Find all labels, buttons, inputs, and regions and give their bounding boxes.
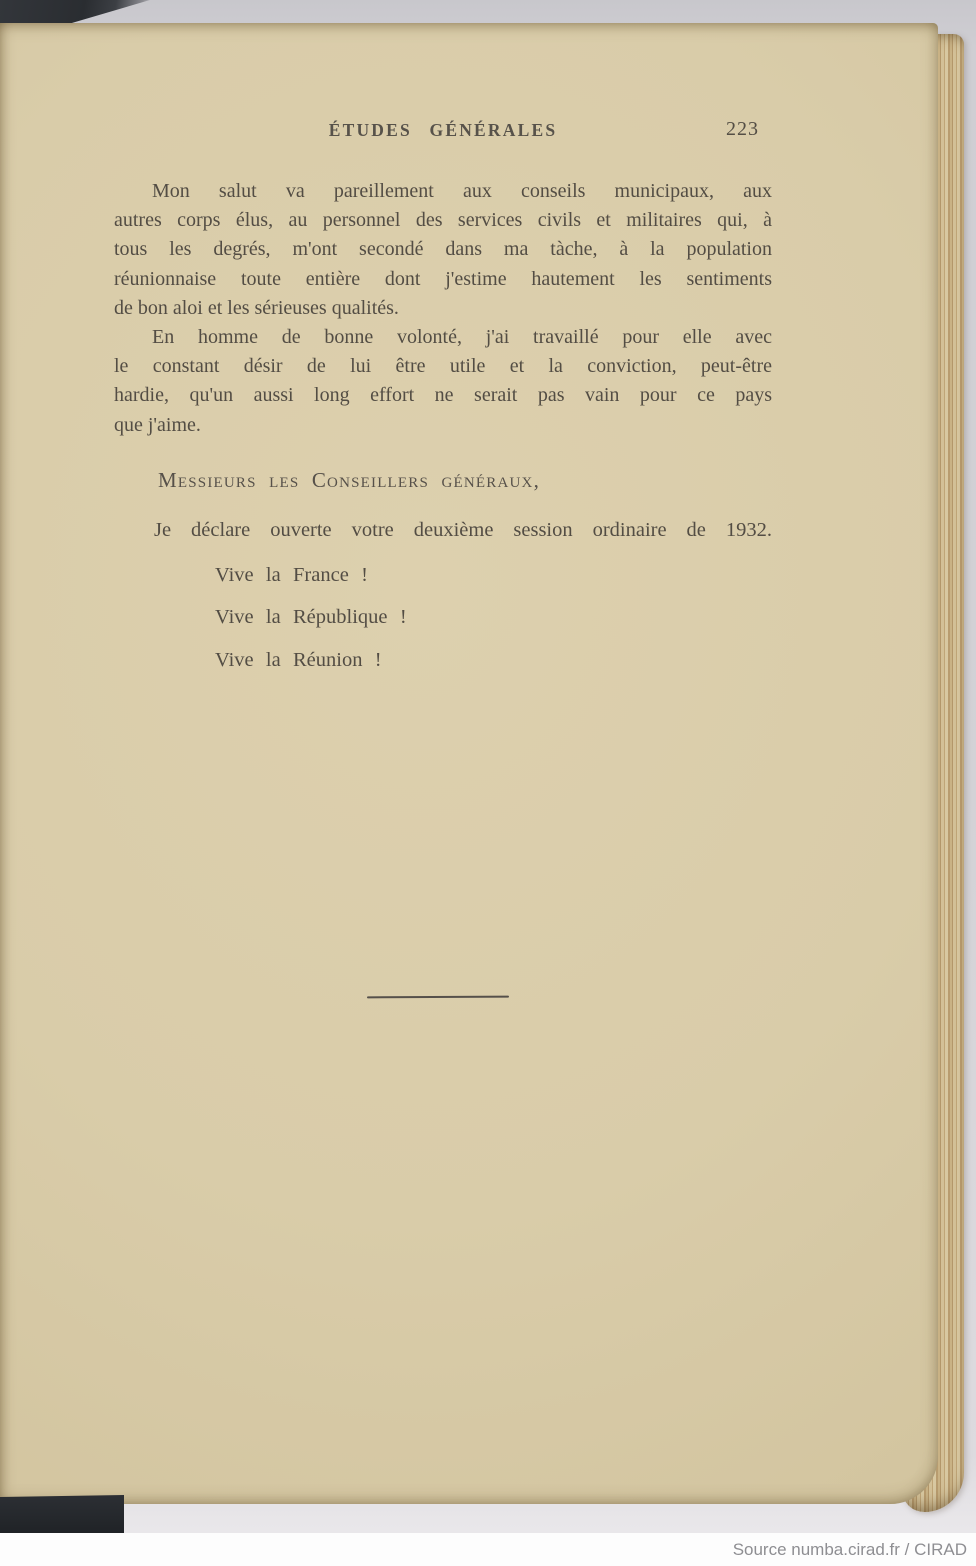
body-line: hardie, qu'un aussi long effort ne serait pas vain pour ce pays: [114, 384, 772, 407]
section-divider-rule: [367, 996, 509, 999]
exclamation-line: Vive la République !: [215, 606, 407, 629]
page-header: [114, 120, 772, 144]
body-line: réunionnaise toute entière dont j'estime hautement les sentiments: [114, 267, 772, 290]
body-line: autres corps élus, au personnel des services civils et militaires qui, à: [114, 209, 772, 232]
page-number: 223: [726, 118, 759, 140]
declaration-line: Je déclare ouverte votre deuxième session ordinaire de 1932.: [154, 519, 772, 542]
body-line: tous les degrés, m'ont secondé dans ma tàche, à la population: [114, 238, 772, 261]
source-credit: Source numba.cirad.fr / CIRAD: [732, 1540, 967, 1559]
body-line: En homme de bonne volonté, j'ai travaillé pour elle avec: [152, 326, 772, 349]
body-text: [114, 177, 772, 675]
exclamation-line: Vive la Réunion !: [215, 648, 382, 671]
body-line: le constant désir de lui être utile et la conviction, peut-être: [114, 355, 772, 378]
running-title: ÉTUDES GÉNÉRALES: [328, 120, 558, 140]
salutation-line: Messieurs les Conseillers généraux,: [158, 467, 541, 492]
body-line: que j'aime.: [114, 413, 201, 436]
body-line: Mon salut va pareillement aux conseils municipaux, aux: [152, 180, 772, 202]
body-line: de bon aloi et les sérieuses qualités.: [114, 296, 399, 319]
scan-credit-bar: [0, 1533, 976, 1566]
exclamation-line: Vive la France !: [215, 564, 368, 587]
